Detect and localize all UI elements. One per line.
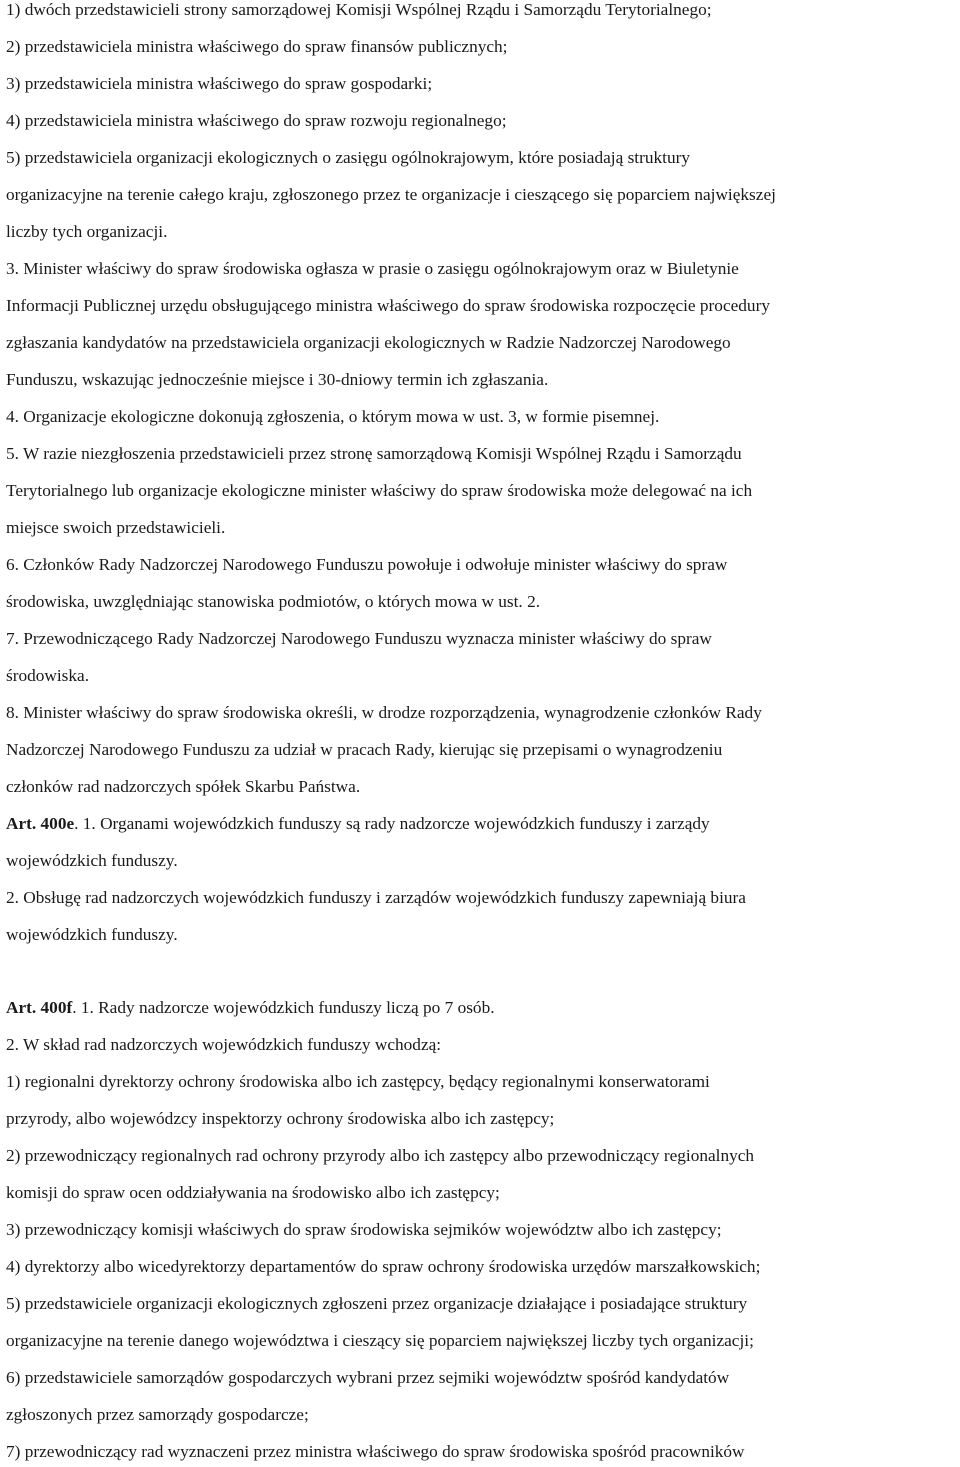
text-line: Funduszu, wskazując jednocześnie miejsce i 30-dniowy termin ich zgłaszania. (6, 370, 549, 389)
text-line: środowiska. (6, 666, 90, 685)
text-line: 6. Członków Rady Nadzorczej Narodowego Funduszu powołuje i odwołuje minister właściwy do spraw (6, 555, 728, 574)
text-line: przyrody, albo wojewódzcy inspektorzy ochrony środowiska albo ich zastępcy; (6, 1109, 555, 1128)
text-line: komisji do spraw ocen oddziaływania na środowisko albo ich zastępcy; (6, 1183, 500, 1202)
text-line: Nadzorczej Narodowego Funduszu za udział w pracach Rady, kierując się przepisami o wynagrodzeniu (6, 740, 723, 759)
text-line: 7) przewodniczący rad wyznaczeni przez ministra właściwego do spraw środowiska spośród pracowników (6, 1442, 745, 1461)
text-line: liczby tych organizacji. (6, 222, 168, 241)
text-line: 4. Organizacje ekologiczne dokonują zgłoszenia, o którym mowa w ust. 3, w formie pisemnej. (6, 407, 660, 426)
text-line: 3) przewodniczący komisji właściwych do spraw środowiska sejmików województw albo ich zastępcy; (6, 1220, 722, 1239)
article-400f-label: Art. 400f (6, 998, 73, 1017)
text-line: Terytorialnego lub organizacje ekologiczne minister właściwy do spraw środowiska może delegować na ich (6, 481, 753, 500)
text-line: wojewódzkich funduszy. (6, 851, 178, 870)
article-400e-label: Art. 400e (6, 814, 75, 833)
text-line: zgłoszonych przez samorządy gospodarcze; (6, 1405, 309, 1424)
article-400e-heading (6, 814, 710, 834)
text-line: 5) przedstawiciele organizacji ekologicznych zgłoszeni przez organizacje działające i posiadające struktury (6, 1294, 748, 1313)
text-line: 4) dyrektorzy albo wicedyrektorzy departamentów do spraw ochrony środowiska urzędów marszałkowskich; (6, 1257, 761, 1276)
article-400f-text: . 1. Rady nadzorcze wojewódzkich funduszy liczą po 7 osób. (72, 998, 495, 1017)
text-line: 5) przedstawiciela organizacji ekologicznych o zasięgu ogólnokrajowym, które posiadają struktury (6, 148, 690, 167)
text-line: zgłaszania kandydatów na przedstawiciela organizacji ekologicznych w Radzie Nadzorczej Narodowego (6, 333, 731, 352)
text-line: 5. W razie niezgłoszenia przedstawicieli przez stronę samorządową Komisji Wspólnej Rządu i Samorządu (6, 444, 742, 463)
article-400e-text: . 1. Organami wojewódzkich funduszy są rady nadzorcze wojewódzkich funduszy i zarządy (74, 814, 710, 833)
text-line: wojewódzkich funduszy. (6, 925, 178, 944)
article-400f-heading (6, 998, 495, 1018)
text-line: organizacyjne na terenie całego kraju, zgłoszonego przez te organizacje i cieszącego się poparciem największej (6, 185, 776, 204)
text-line: organizacyjne na terenie danego województwa i cieszący się poparciem największej liczby tych organizacji; (6, 1331, 754, 1350)
text-line: 6) przedstawiciele samorządów gospodarczych wybrani przez sejmiki województw spośród kandydatów (6, 1368, 730, 1387)
text-line: 1) dwóch przedstawicieli strony samorządowej Komisji Wspólnej Rządu i Samorządu Terytorialnego; (6, 0, 712, 19)
text-line: 8. Minister właściwy do spraw środowiska określi, w drodze rozporządzenia, wynagrodzenie członków Rady (6, 703, 762, 722)
text-line: 4) przedstawiciela ministra właściwego do spraw rozwoju regionalnego; (6, 111, 507, 130)
text-line: członków rad nadzorczych spółek Skarbu Państwa. (6, 777, 361, 796)
text-line: 2. Obsługę rad nadzorczych wojewódzkich funduszy i zarządów wojewódzkich funduszy zapewniają biura (6, 888, 746, 907)
text-line: środowiska, uwzględniając stanowiska podmiotów, o których mowa w ust. 2. (6, 592, 541, 611)
text-line: 1) regionalni dyrektorzy ochrony środowiska albo ich zastępcy, będący regionalnymi konserwatorami (6, 1072, 710, 1091)
text-line: 3. Minister właściwy do spraw środowiska ogłasza w prasie o zasięgu ogólnokrajowym oraz w Biuletynie (6, 259, 739, 278)
text-line: 3) przedstawiciela ministra właściwego do spraw gospodarki; (6, 74, 433, 93)
text-line: Informacji Publicznej urzędu obsługującego ministra właściwego do spraw środowiska rozpoczęcie procedury (6, 296, 770, 315)
text-line: miejsce swoich przedstawicieli. (6, 518, 226, 537)
text-line: 2. W skład rad nadzorczych wojewódzkich funduszy wchodzą: (6, 1035, 442, 1054)
text-line: 2) przewodniczący regionalnych rad ochrony przyrody albo ich zastępcy albo przewodniczący regionalnych (6, 1146, 755, 1165)
text-line: 2) przedstawiciela ministra właściwego do spraw finansów publicznych; (6, 37, 508, 56)
text-line: 7. Przewodniczącego Rady Nadzorczej Narodowego Funduszu wyznacza minister właściwy do spraw (6, 629, 712, 648)
